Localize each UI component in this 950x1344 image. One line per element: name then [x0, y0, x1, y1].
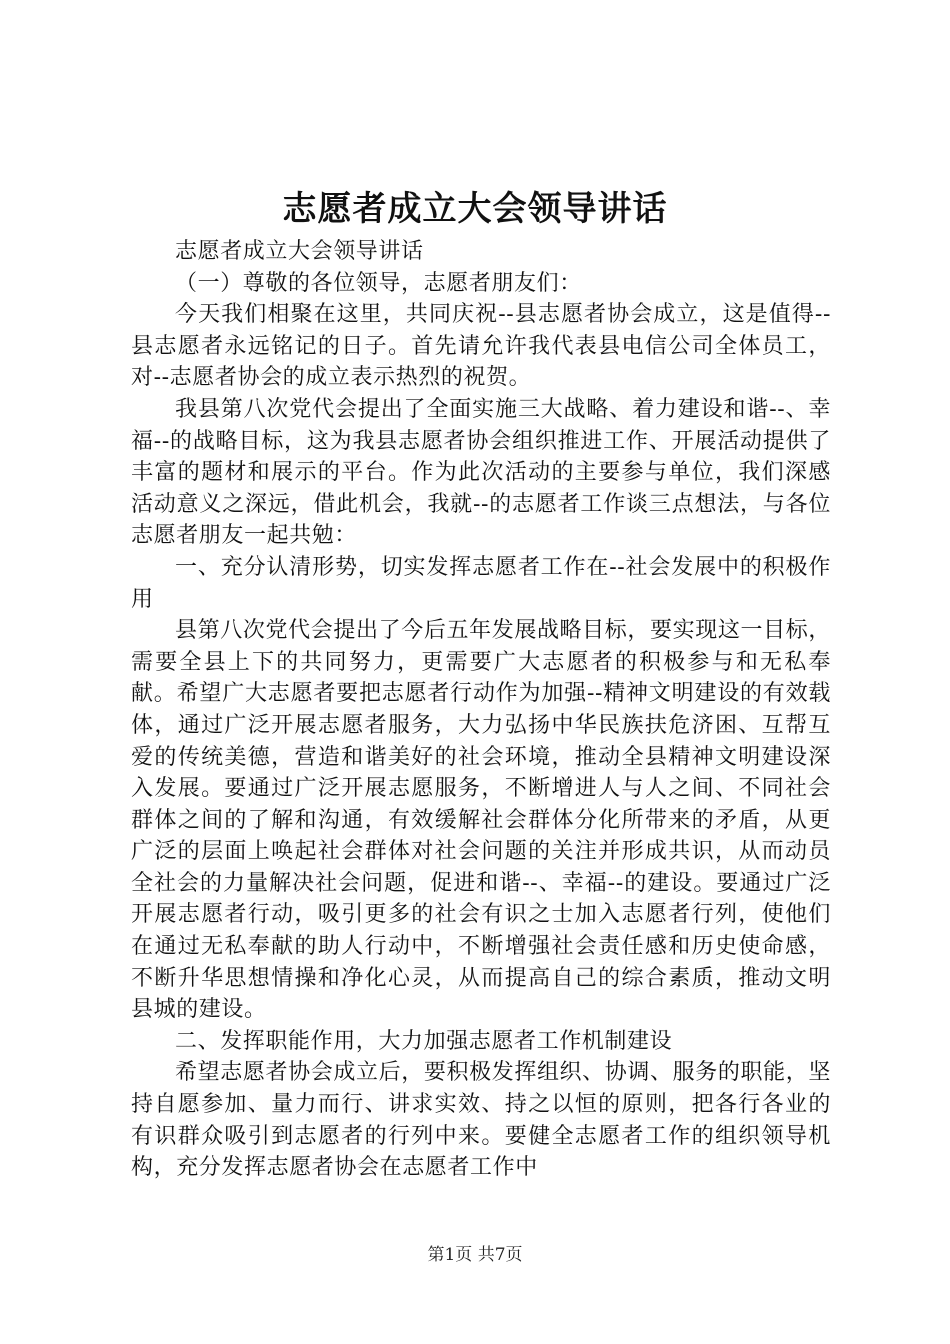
section-heading-one: 一、充分认清形势，切实发挥志愿者工作在--社会发展中的积极作用 — [131, 554, 831, 612]
paragraph-subtitle: 志愿者成立大会领导讲话 — [175, 239, 424, 264]
paragraph-opening: 今天我们相聚在这里，共同庆祝--县志愿者协会成立，这是值得--县志愿者永远铭记的日子。首先请允许我代表县电信公司全体员工，对--志愿者协会的成立表示热烈的祝贺。 — [131, 302, 831, 391]
paragraph-section-two: 希望志愿者协会成立后，要积极发挥组织、协调、服务的职能，坚持自愿参加、量力而行、讲求实效、持之以恒的原则，把各行各业的有识群众吸引到志愿者的行列中来。要健全志愿者工作的组织领导机构，充分发挥志愿者协会在志愿者工作中 — [131, 1060, 831, 1181]
paragraph-section-one: 县第八次党代会提出了今后五年发展战略目标，要实现这一目标，需要全县上下的共同努力，更需要广大志愿者的积极参与和无私奉献。希望广大志愿者要把志愿者行动作为加强--精神文明建设的有效载体，通过广泛开展志愿者服务，大力弘扬中华民族扶危济困、互帮互爱的传统美德，营造和谐美好的社会环境，推动全县精神文明建设深入发展。要通过广泛开展志愿服务，不断增进人与人之间、不同社会群体之间的了解和沟通，有效缓解社会群体分化所带来的矛盾，从更广泛的层面上唤起社会群体对社会问题的关注并形成共识，从而动员全社会的力量解决社会问题，促进和谐--、幸福--的建设。要通过广泛开展志愿者行动，吸引更多的社会有识之士加入志愿者行列，使他们在通过无私奉献的助人行动中，不断增强社会责任感和历史使命感，不断升华思想情操和净化心灵，从而提高自己的综合素质，推动文明县城的建设。 — [131, 618, 831, 1023]
section-heading-two: 二、发挥职能作用，大力加强志愿者工作机制建设 — [175, 1028, 673, 1054]
document-body — [131, 236, 831, 1184]
paragraph-salutation: （一）尊敬的各位领导，志愿者朋友们： — [175, 270, 582, 296]
paragraph-strategy: 我县第八次党代会提出了全面实施三大战略、着力建设和谐--、幸福--的战略目标，这为我县志愿者协会组织推进工作、开展活动提供了丰富的题材和展示的平台。作为此次活动的主要参与单位，我们深感活动意义之深远，借此机会，我就--的志愿者工作谈三点想法，与各位志愿者朋友一起共勉： — [131, 396, 831, 549]
page-number-footer: 第1页 共7页 — [427, 1245, 523, 1265]
document-title: 志愿者成立大会领导讲话 — [282, 189, 668, 229]
